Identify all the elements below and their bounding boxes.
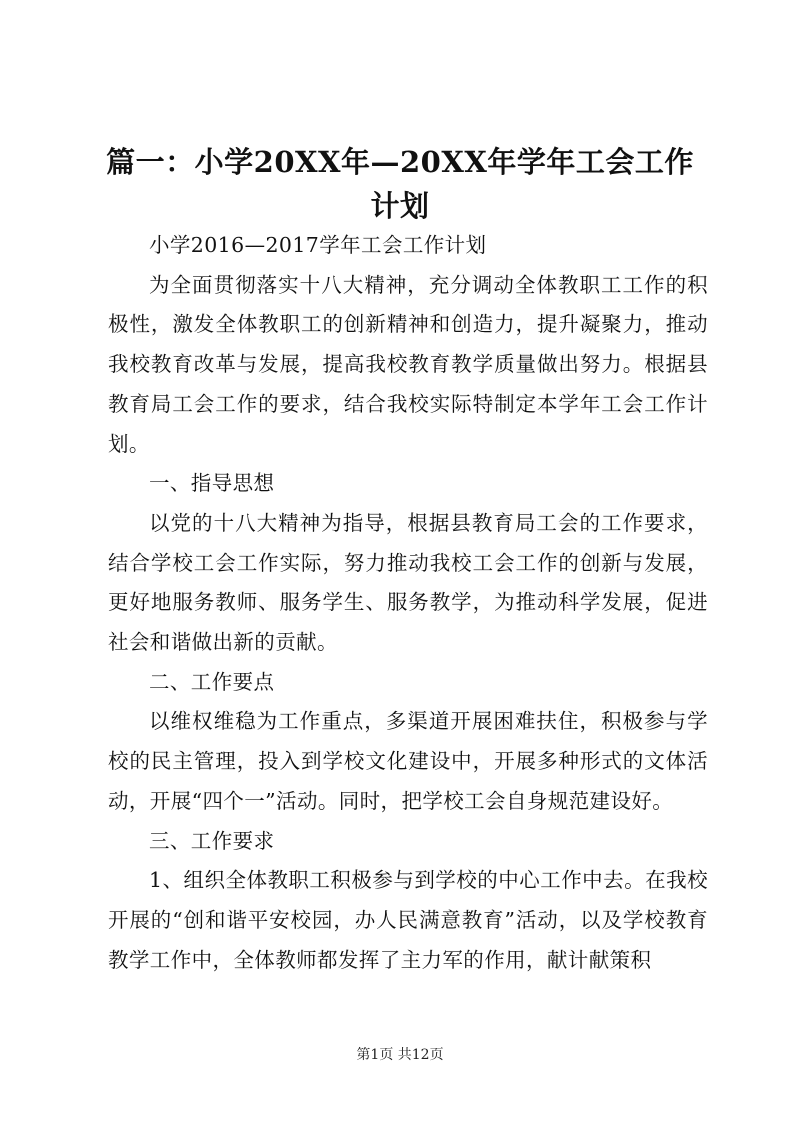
section-heading-guiding-ideology: 一、指导思想: [149, 471, 275, 496]
paragraph-intro: 为全面贯彻落实十八大精神，充分调动全体教职工工作的积极性，激发全体教职工的创新精神和创造力，提升凝聚力，推动我校教育改革与发展，提高我校教育教学质量做出努力。根据县教育局工会工作的要求，结合我校实际特制定本学年工会工作计划。: [108, 272, 708, 456]
paragraph-subtitle: 小学2016—2017学年工会工作计划: [149, 233, 487, 257]
paragraph-requirement-1: 1、组织全体教职工积极参与到学校的中心工作中去。在我校开展的“创和谐平安校园，办人民满意教育”活动，以及学校教育教学工作中，全体教师都发挥了主力军的作用，献计献策积: [108, 868, 708, 972]
paragraph-guiding-ideology: 以党的十八大精神为指导，根据县教育局工会的工作要求，结合学校工会工作实际，努力推动我校工会工作的创新与发展，更好地服务教师、服务学生、服务教学，为推动科学发展，促进社会和谐做出新的贡献。: [108, 510, 708, 655]
paragraph-work-points: 以维权维稳为工作重点，多渠道开展困难扶住，积极参与学校的民主管理，投入到学校文化建设中，开展多种形式的文体活动，开展“四个一”活动。同时，把学校工会自身规范建设好。: [108, 709, 708, 813]
section-heading-work-requirements: 三、工作要求: [149, 828, 275, 853]
section-heading-work-points: 二、工作要点: [149, 669, 275, 694]
document-body: [108, 226, 708, 980]
page-footer: 第1页 共12页: [356, 1047, 444, 1063]
document-title: 篇一：小学20XX年—20XX年学年工会工作计划: [106, 145, 694, 223]
